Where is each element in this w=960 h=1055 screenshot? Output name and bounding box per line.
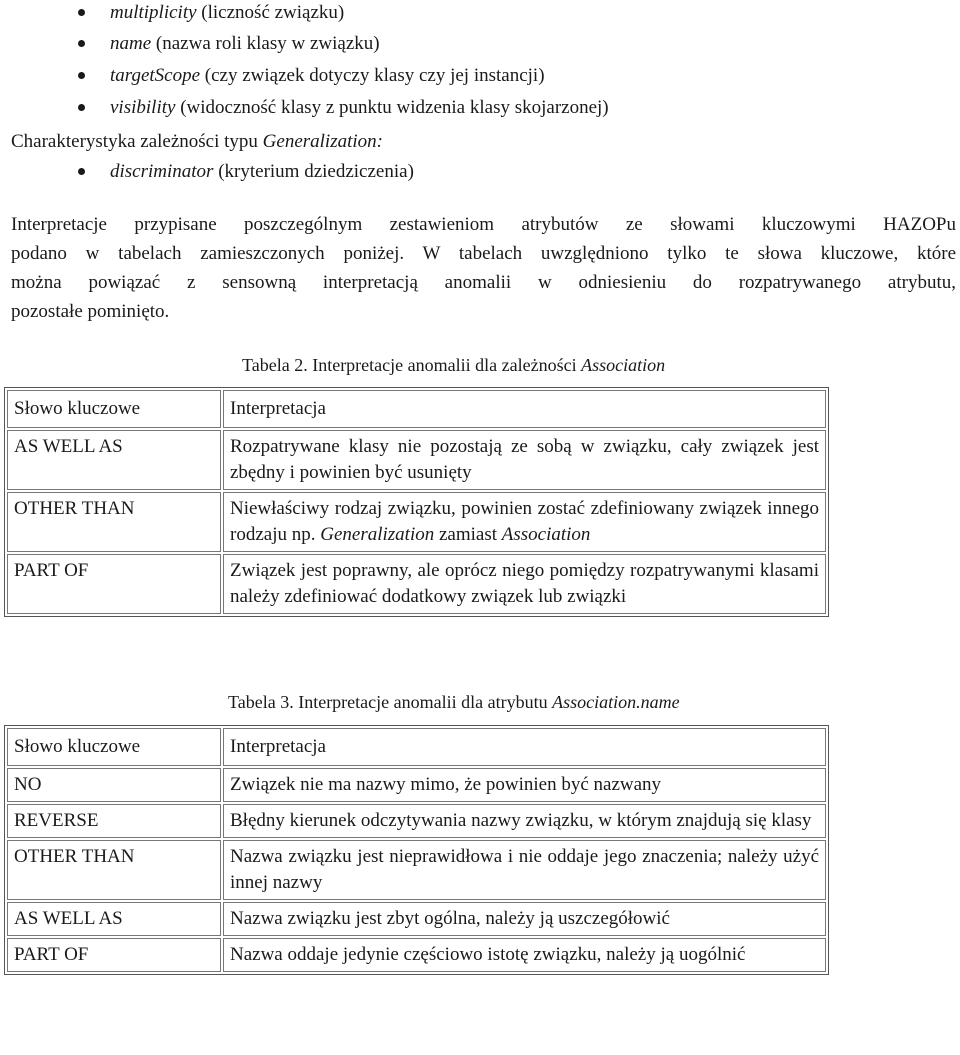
attribute-desc: (kryterium dziedziczenia) xyxy=(213,161,414,182)
table-row xyxy=(7,554,826,614)
bullet-icon xyxy=(78,40,85,47)
interpretation-cell: Nazwa oddaje jedynie częściowo istotę związku, należy ją uogólnić xyxy=(223,938,826,972)
table-row xyxy=(7,492,826,552)
bullet-icon xyxy=(78,9,85,16)
bullet-icon xyxy=(78,168,85,175)
attribute-desc: (czy związek dotyczy klasy czy jej instancji) xyxy=(200,65,545,86)
attribute-term: multiplicity xyxy=(110,2,197,23)
attribute-term: visibility xyxy=(110,97,176,118)
interpretation-cell: Związek nie ma nazwy mimo, że powinien być nazwany xyxy=(223,768,826,802)
paragraph-line: pozostałe pominięto. xyxy=(11,301,170,322)
interpretation-cell: Nazwa związku jest zbyt ogólna, należy ją uszczegółowić xyxy=(223,902,826,936)
table-row xyxy=(7,768,826,802)
attribute-desc: (nazwa roli klasy w związku) xyxy=(151,33,380,54)
column-header-keyword: Słowo kluczowe xyxy=(7,390,221,428)
paragraph-line: można powiązać z sensowną interpretacją anomalii w odniesieniu do rozpatrywanego atrybutu, xyxy=(11,272,956,293)
keyword-cell: PART OF xyxy=(7,938,221,972)
interpretation-cell: Związek jest poprawny, ale oprócz niego pomiędzy rozpatrywanymi klasami należy zdefiniować dodatkowy związek lub związki xyxy=(223,554,826,614)
paragraph-line: Interpretacje przypisane poszczególnym zestawieniom atrybutów ze słowami kluczowymi HAZOPu xyxy=(11,214,956,235)
interpretation-cell: Niewłaściwy rodzaj związku, powinien zostać zdefiniowany związek innego rodzaju np. Generalization zamiast Association xyxy=(223,492,826,552)
attribute-desc: (widoczność klasy z punktu widzenia klasy skojarzonej) xyxy=(175,97,609,118)
keyword-cell: NO xyxy=(7,768,221,802)
interpretation-cell: Rozpatrywane klasy nie pozostają ze sobą w związku, cały związek jest zbędny i powinien być usunięty xyxy=(223,430,826,490)
interpretation-cell: Błędny kierunek odczytywania nazwy związku, w którym znajdują się klasy xyxy=(223,804,826,838)
attribute-desc: (liczność związku) xyxy=(196,2,345,23)
keyword-cell: OTHER THAN xyxy=(7,492,221,552)
table-row xyxy=(7,430,826,490)
bullet-icon xyxy=(78,104,85,111)
table-row xyxy=(7,938,826,972)
column-header-interpretation: Interpretacja xyxy=(223,728,826,766)
table3-caption: Tabela 3. Interpretacje anomalii dla atrybutu Association.name xyxy=(228,692,680,712)
keyword-cell: AS WELL AS xyxy=(7,902,221,936)
keyword-cell: REVERSE xyxy=(7,804,221,838)
keyword-cell: OTHER THAN xyxy=(7,840,221,900)
keyword-cell: PART OF xyxy=(7,554,221,614)
keyword-cell: AS WELL AS xyxy=(7,430,221,490)
generalization-heading: Charakterystyka zależności typu Generalization: xyxy=(11,131,383,152)
paragraph-line: podano w tabelach zamieszczonych poniżej. W tabelach uwzględniono tylko te słowa kluczowe, które xyxy=(11,243,956,264)
column-header-interpretation: Interpretacja xyxy=(223,390,826,428)
interpretation-cell: Nazwa związku jest nieprawidłowa i nie oddaje jego znaczenia; należy użyć innej nazwy xyxy=(223,840,826,900)
table3 xyxy=(4,725,829,975)
intro-paragraph xyxy=(11,210,956,326)
table-row xyxy=(7,902,826,936)
table-header-row xyxy=(7,390,826,428)
table-row xyxy=(7,840,826,900)
table2 xyxy=(4,387,829,617)
attribute-term: discriminator xyxy=(110,161,214,182)
table-row xyxy=(7,804,826,838)
column-header-keyword: Słowo kluczowe xyxy=(7,728,221,766)
bullet-icon xyxy=(78,72,85,79)
attribute-term: name xyxy=(110,33,152,54)
attribute-term: targetScope xyxy=(110,65,201,86)
table2-caption: Tabela 2. Interpretacje anomalii dla zależności Association xyxy=(242,355,666,375)
table-header-row xyxy=(7,728,826,766)
